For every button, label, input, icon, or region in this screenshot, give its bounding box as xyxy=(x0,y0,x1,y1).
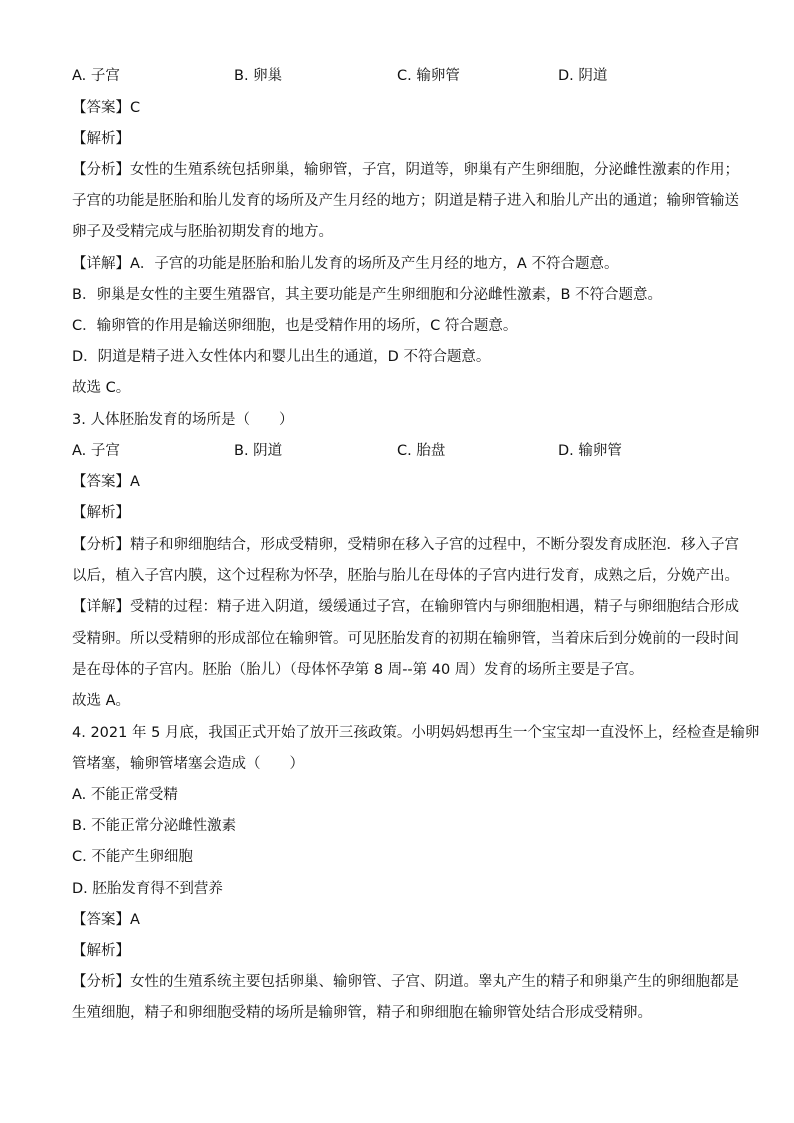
q2-option-b: B. 卵巢 xyxy=(234,68,283,84)
q3-xiangjie-line: 受精卵。所以受精卵的形成部位在输卵管。可见胚胎发育的初期在输卵管，当着床后到分娩前的一段时间 xyxy=(72,631,739,647)
q2-fenxi-line: 子宫的功能是胚胎和胎儿发育的场所及产生月经的地方；阴道是精子进入和胎儿产出的通道；输卵管输送 xyxy=(72,193,739,209)
q2-fenxi-line: 卵子及受精完成与胚胎初期发育的地方。 xyxy=(72,224,333,240)
q3-option-b: B. 阴道 xyxy=(234,443,283,459)
q2-answer: 【答案】C xyxy=(72,100,141,116)
q3-stem: 3. 人体胚胎发育的场所是（ ） xyxy=(72,412,294,428)
q2-xiangjie-line: D．阴道是精子进入女性体内和婴儿出生的通道，D 不符合题意。 xyxy=(72,349,491,365)
q3-option-a: A. 子宫 xyxy=(72,443,120,459)
q3-fenxi-line: 【分析】精子和卵细胞结合，形成受精卵，受精卵在移入子宫的过程中，不断分裂发育成胚泡．移入子宫 xyxy=(72,537,739,553)
q2-option-c: C. 输卵管 xyxy=(397,68,460,84)
q4-stem-line: 管堵塞，输卵管堵塞会造成（ ） xyxy=(72,756,304,772)
q3-fenxi-line: 以后，植入子宫内膜，这个过程称为怀孕，胚胎与胎儿在母体的子宫内进行发育，成熟之后，分娩产出。 xyxy=(72,568,739,584)
q4-option-c: C. 不能产生卵细胞 xyxy=(72,849,193,865)
q4-stem-line: 4. 2021 年 5 月底，我国正式开始了放开三孩政策。小明妈妈想再生一个宝宝却一直没怀上，经检查是输卵 xyxy=(72,725,760,741)
q4-option-a: A. 不能正常受精 xyxy=(72,787,178,803)
q4-option-d: D. 胚胎发育得不到营养 xyxy=(72,881,223,897)
q2-fenxi-line: 【分析】女性的生殖系统包括卵巢，输卵管，子宫，阴道等，卵巢有产生卵细胞，分泌雌性激素的作用； xyxy=(72,162,739,178)
q2-analysis-heading: 【解析】 xyxy=(72,131,130,147)
q4-answer: 【答案】A xyxy=(72,912,140,928)
q4-fenxi-line: 【分析】女性的生殖系统主要包括卵巢、输卵管、子宫、阴道。睾丸产生的精子和卵巢产生的卵细胞都是 xyxy=(72,974,739,990)
q2-conclusion: 故选 C。 xyxy=(72,380,131,396)
q2-option-d: D. 阴道 xyxy=(558,68,608,84)
q3-answer: 【答案】A xyxy=(72,474,140,490)
q3-option-d: D. 输卵管 xyxy=(558,443,622,459)
q2-xiangjie-line: 【详解】A．子宫的功能是胚胎和胎儿发育的场所及产生月经的地方，A 不符合题意。 xyxy=(72,256,619,272)
q2-option-a: A. 子宫 xyxy=(72,68,120,84)
q4-fenxi-line: 生殖细胞，精子和卵细胞受精的场所是输卵管，精子和卵细胞在输卵管处结合形成受精卵。 xyxy=(72,1005,652,1021)
q3-conclusion: 故选 A。 xyxy=(72,693,131,709)
q2-xiangjie-line: B．卵巢是女性的主要生殖器官，其主要功能是产生卵细胞和分泌雌性激素，B 不符合题意。 xyxy=(72,287,663,303)
q4-option-b: B. 不能正常分泌雌性激素 xyxy=(72,818,237,834)
q3-xiangjie-line: 是在母体的子宫内。胚胎（胎儿）（母体怀孕第 8 周--第 40 周）发育的场所主要是子宫。 xyxy=(72,662,644,678)
q3-analysis-heading: 【解析】 xyxy=(72,505,130,521)
q4-analysis-heading: 【解析】 xyxy=(72,943,130,959)
q2-xiangjie-line: C．输卵管的作用是输送卵细胞，也是受精作用的场所，C 符合题意。 xyxy=(72,318,518,334)
q3-option-c: C. 胎盘 xyxy=(397,443,446,459)
q3-xiangjie-line: 【详解】受精的过程：精子进入阴道，缓缓通过子宫，在输卵管内与卵细胞相遇，精子与卵细胞结合形成 xyxy=(72,599,739,615)
